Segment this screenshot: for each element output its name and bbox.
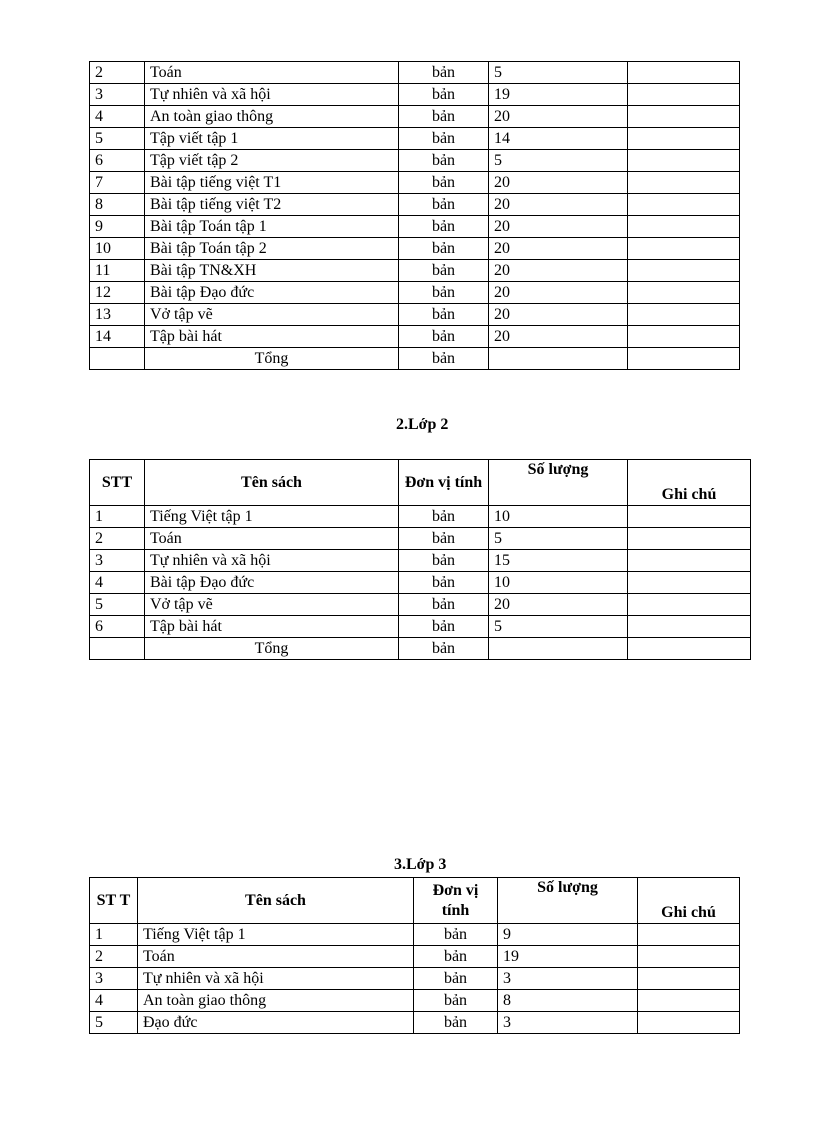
stt-cell: 5 xyxy=(90,128,145,150)
table-row xyxy=(90,506,751,528)
table-lop-2 xyxy=(89,459,751,660)
header-name: Tên sách xyxy=(138,878,414,924)
stt-cell: 14 xyxy=(90,326,145,348)
total-unit: bản xyxy=(399,638,489,660)
note-cell xyxy=(628,194,740,216)
note-cell xyxy=(628,84,740,106)
table-row xyxy=(90,550,751,572)
unit-cell: bản xyxy=(399,216,489,238)
total-row xyxy=(90,638,751,660)
book-name-cell: Tự nhiên và xã hội xyxy=(138,968,414,990)
header-name: Tên sách xyxy=(145,460,399,506)
note-cell xyxy=(628,150,740,172)
table-row xyxy=(90,62,740,84)
qty-cell: 19 xyxy=(489,84,628,106)
table-row xyxy=(90,616,751,638)
note-cell xyxy=(628,128,740,150)
note-cell xyxy=(628,506,751,528)
book-name-cell: An toàn giao thông xyxy=(145,106,399,128)
unit-cell: bản xyxy=(399,594,489,616)
qty-cell: 15 xyxy=(489,550,628,572)
book-name-cell: Tiếng Việt tập 1 xyxy=(145,506,399,528)
qty-cell: 3 xyxy=(498,968,638,990)
book-name-cell: Toán xyxy=(138,946,414,968)
unit-cell: bản xyxy=(414,946,498,968)
section-heading-lop-3 xyxy=(394,856,446,874)
table-row xyxy=(90,924,740,946)
book-name-cell: Bài tập tiếng việt T2 xyxy=(145,194,399,216)
qty-cell: 9 xyxy=(498,924,638,946)
header-note: Ghi chú xyxy=(628,460,751,506)
table-row xyxy=(90,946,740,968)
table-row xyxy=(90,84,740,106)
qty-cell: 20 xyxy=(489,326,628,348)
header-row xyxy=(90,878,740,924)
qty-cell: 5 xyxy=(489,150,628,172)
note-cell xyxy=(638,946,740,968)
note-cell xyxy=(628,638,751,660)
note-cell xyxy=(628,304,740,326)
stt-cell: 2 xyxy=(90,62,145,84)
book-name-cell: Bài tập Đạo đức xyxy=(145,572,399,594)
qty-cell: 10 xyxy=(489,572,628,594)
stt-cell: 4 xyxy=(90,572,145,594)
note-cell xyxy=(628,572,751,594)
note-cell xyxy=(628,238,740,260)
unit-cell: bản xyxy=(399,528,489,550)
section-title: Lớp 3 xyxy=(406,856,447,873)
header-stt: STT xyxy=(90,460,145,506)
total-qty xyxy=(489,348,628,370)
book-name-cell: Toán xyxy=(145,528,399,550)
qty-cell: 10 xyxy=(489,506,628,528)
note-cell xyxy=(628,62,740,84)
unit-cell: bản xyxy=(399,172,489,194)
stt-cell: 4 xyxy=(90,106,145,128)
table-row xyxy=(90,528,751,550)
table-body xyxy=(90,506,751,638)
table-row xyxy=(90,1012,740,1034)
note-cell xyxy=(628,326,740,348)
table-body xyxy=(90,62,740,348)
table-row xyxy=(90,260,740,282)
table-row xyxy=(90,572,751,594)
table-row xyxy=(90,282,740,304)
unit-cell: bản xyxy=(399,150,489,172)
note-cell xyxy=(628,106,740,128)
qty-cell: 20 xyxy=(489,172,628,194)
table-row xyxy=(90,304,740,326)
total-qty xyxy=(489,638,628,660)
unit-cell: bản xyxy=(399,238,489,260)
stt-cell: 6 xyxy=(90,616,145,638)
unit-cell: bản xyxy=(399,572,489,594)
note-cell xyxy=(638,990,740,1012)
stt-cell: 11 xyxy=(90,260,145,282)
qty-cell: 5 xyxy=(489,62,628,84)
unit-cell: bản xyxy=(399,260,489,282)
table-row xyxy=(90,990,740,1012)
stt-cell: 1 xyxy=(90,506,145,528)
stt-cell: 1 xyxy=(90,924,138,946)
unit-cell: bản xyxy=(399,194,489,216)
header-qty: Số lượng xyxy=(489,460,628,506)
stt-cell: 10 xyxy=(90,238,145,260)
book-name-cell: Tiếng Việt tập 1 xyxy=(138,924,414,946)
unit-cell: bản xyxy=(399,62,489,84)
book-name-cell: Bài tập Toán tập 2 xyxy=(145,238,399,260)
note-cell xyxy=(628,550,751,572)
table-row xyxy=(90,194,740,216)
note-cell xyxy=(628,172,740,194)
table-lop-1 xyxy=(89,61,740,370)
table-row xyxy=(90,594,751,616)
qty-cell: 8 xyxy=(498,990,638,1012)
stt-cell: 3 xyxy=(90,968,138,990)
table-row xyxy=(90,968,740,990)
table-row xyxy=(90,128,740,150)
note-cell xyxy=(628,594,751,616)
table-row xyxy=(90,238,740,260)
header-note: Ghi chú xyxy=(638,878,740,924)
stt-cell: 5 xyxy=(90,1012,138,1034)
book-name-cell: Tập viết tập 2 xyxy=(145,150,399,172)
table-row xyxy=(90,326,740,348)
stt-cell: 12 xyxy=(90,282,145,304)
table-body xyxy=(90,924,740,1034)
header-unit: Đơn vị tính xyxy=(399,460,489,506)
stt-cell: 8 xyxy=(90,194,145,216)
section-heading-lop-2 xyxy=(396,416,448,434)
unit-cell: bản xyxy=(414,990,498,1012)
book-name-cell: Bài tập Đạo đức xyxy=(145,282,399,304)
total-label: Tổng xyxy=(145,348,399,370)
book-name-cell: Tập bài hát xyxy=(145,616,399,638)
book-name-cell: Bài tập Toán tập 1 xyxy=(145,216,399,238)
stt-cell: 7 xyxy=(90,172,145,194)
qty-cell: 3 xyxy=(498,1012,638,1034)
qty-cell: 20 xyxy=(489,260,628,282)
note-cell xyxy=(628,260,740,282)
qty-cell: 19 xyxy=(498,946,638,968)
unit-cell: bản xyxy=(414,924,498,946)
book-name-cell: Tập viết tập 1 xyxy=(145,128,399,150)
qty-cell: 20 xyxy=(489,238,628,260)
table-row xyxy=(90,216,740,238)
total-label: Tổng xyxy=(145,638,399,660)
qty-cell: 20 xyxy=(489,106,628,128)
note-cell xyxy=(628,616,751,638)
section-number: 2. xyxy=(396,416,408,433)
stt-cell: 13 xyxy=(90,304,145,326)
unit-cell: bản xyxy=(399,128,489,150)
qty-cell: 20 xyxy=(489,594,628,616)
book-name-cell: Bài tập tiếng việt T1 xyxy=(145,172,399,194)
book-name-cell: Tự nhiên và xã hội xyxy=(145,550,399,572)
note-cell xyxy=(638,1012,740,1034)
stt-cell: 5 xyxy=(90,594,145,616)
table-lop-3 xyxy=(89,877,740,1034)
table-row xyxy=(90,150,740,172)
qty-cell: 20 xyxy=(489,282,628,304)
section-title: Lớp 2 xyxy=(408,416,449,433)
stt-cell: 2 xyxy=(90,946,138,968)
unit-cell: bản xyxy=(414,1012,498,1034)
book-name-cell: Tự nhiên và xã hội xyxy=(145,84,399,106)
stt-cell xyxy=(90,638,145,660)
stt-cell: 9 xyxy=(90,216,145,238)
stt-cell: 3 xyxy=(90,550,145,572)
unit-cell: bản xyxy=(399,106,489,128)
note-cell xyxy=(628,216,740,238)
qty-cell: 5 xyxy=(489,616,628,638)
book-name-cell: Đạo đức xyxy=(138,1012,414,1034)
stt-cell: 2 xyxy=(90,528,145,550)
book-name-cell: Toán xyxy=(145,62,399,84)
total-unit: bản xyxy=(399,348,489,370)
note-cell xyxy=(628,348,740,370)
qty-cell: 14 xyxy=(489,128,628,150)
qty-cell: 5 xyxy=(489,528,628,550)
book-name-cell: Bài tập TN&XH xyxy=(145,260,399,282)
stt-cell: 6 xyxy=(90,150,145,172)
unit-cell: bản xyxy=(399,616,489,638)
note-cell xyxy=(628,282,740,304)
unit-cell: bản xyxy=(399,84,489,106)
unit-cell: bản xyxy=(399,326,489,348)
stt-cell: 4 xyxy=(90,990,138,1012)
note-cell xyxy=(628,528,751,550)
unit-cell: bản xyxy=(399,550,489,572)
unit-cell: bản xyxy=(399,506,489,528)
total-row xyxy=(90,348,740,370)
qty-cell: 20 xyxy=(489,304,628,326)
unit-cell: bản xyxy=(399,304,489,326)
header-unit: Đơn vị tính xyxy=(414,878,498,924)
stt-cell: 3 xyxy=(90,84,145,106)
header-row xyxy=(90,460,751,506)
note-cell xyxy=(638,968,740,990)
stt-cell xyxy=(90,348,145,370)
book-name-cell: An toàn giao thông xyxy=(138,990,414,1012)
unit-cell: bản xyxy=(414,968,498,990)
qty-cell: 20 xyxy=(489,194,628,216)
note-cell xyxy=(638,924,740,946)
book-name-cell: Tập bài hát xyxy=(145,326,399,348)
section-number: 3. xyxy=(394,856,406,873)
book-name-cell: Vở tập vẽ xyxy=(145,304,399,326)
table-row xyxy=(90,172,740,194)
qty-cell: 20 xyxy=(489,216,628,238)
header-qty: Số lượng xyxy=(498,878,638,924)
unit-cell: bản xyxy=(399,282,489,304)
header-stt: ST T xyxy=(90,878,138,924)
book-name-cell: Vở tập vẽ xyxy=(145,594,399,616)
table-row xyxy=(90,106,740,128)
